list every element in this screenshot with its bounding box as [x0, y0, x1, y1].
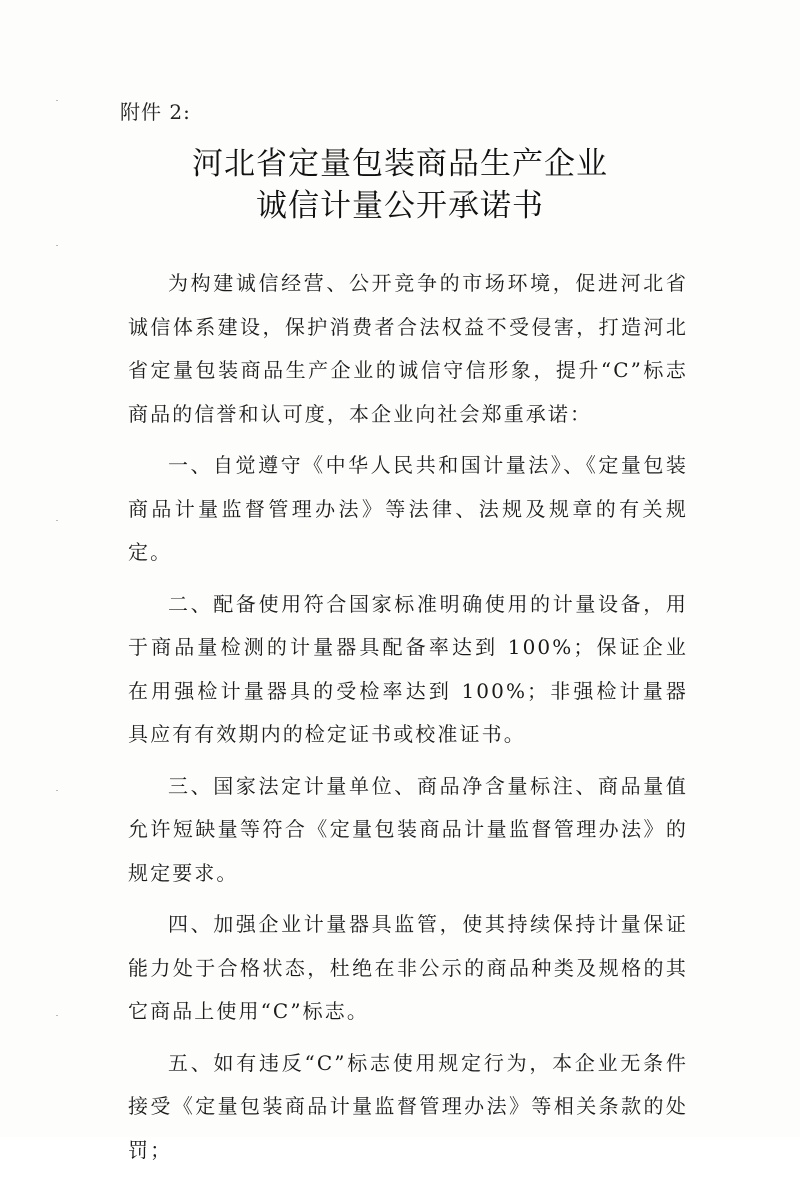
document-title-line-2: 诚信计量公开承诺书 [256, 188, 544, 224]
paragraph-item-3: 三、国家法定计量单位、商品净含量标注、商品量值允许短缺量等符合《定量包装商品计量监督管理办法》的规定要求。 [128, 773, 688, 885]
paragraph-item-4: 四、加强企业计量器具监管，使其持续保持计量保证能力处于合格状态，杜绝在非公示的商品种类及规格的其它商品上使用“C”标志。 [128, 912, 688, 1023]
paragraph-item-2: 二、配备使用符合国家标准明确使用的计量设备，用于商品量检测的计量器具配备率达到 100%；保证企业在用强检计量器具的受检率达到 100%；非强检计量器具应有有效期内的检定证书或校准证书。 [128, 591, 688, 746]
document-body [128, 262, 688, 1180]
paragraph-item-5: 五、如有违反“C”标志使用规定行为，本企业无条件接受《定量包装商品计量监督管理办法》等相关条款的处罚； [128, 1050, 688, 1162]
paragraph-intro: 为构建诚信经营、公开竞争的市场环境，促进河北省诚信体系建设，保护消费者合法权益不受侵害，打造河北省定量包装商品生产企业的诚信守信形象，提升“C”标志商品的信誉和认可度，本企业向社会郑重承诺： [128, 271, 688, 426]
document-title-line-1: 河北省定量包装商品生产企业 [192, 146, 608, 182]
paragraph-item-1: 一、自觉遵守《中华人民共和国计量法》、《定量包装商品计量监督管理办法》等法律、法规及规章的有关规定。 [128, 453, 688, 564]
attachment-label: 附件 2: [120, 100, 191, 124]
